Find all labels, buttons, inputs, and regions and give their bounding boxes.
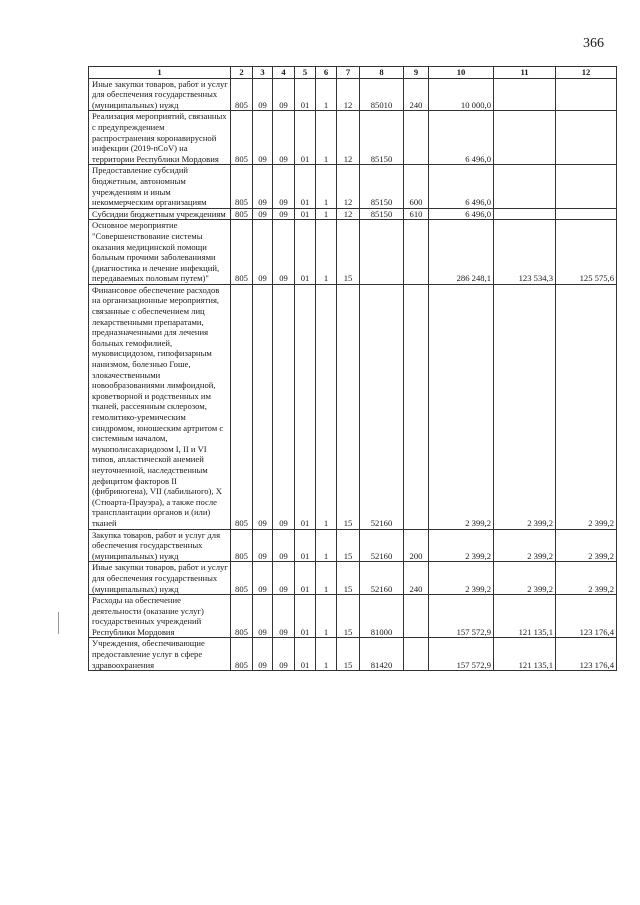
col-header-12: 12 (556, 67, 617, 79)
table-row (89, 638, 617, 671)
cell-col-5: 01 (295, 562, 316, 595)
cell-col-9: 610 (404, 208, 429, 220)
cell-col-3: 09 (253, 529, 273, 562)
cell-col-8 (360, 220, 404, 285)
cell-col-4: 09 (273, 529, 295, 562)
row-description: Основное мероприятие "Совершенствование системы оказания медицинской помощи больным прочими заболеваниями (диагностика и лечение инфекций, передаваемых половым путем)" (89, 220, 231, 285)
cell-col-12 (556, 111, 617, 165)
cell-col-10: 286 248,1 (429, 220, 494, 285)
cell-col-12: 123 176,4 (556, 638, 617, 671)
cell-col-5: 01 (295, 220, 316, 285)
cell-col-7: 15 (337, 562, 360, 595)
cell-col-12 (556, 78, 617, 111)
cell-col-8: 52160 (360, 529, 404, 562)
cell-col-5: 01 (295, 529, 316, 562)
cell-col-6: 1 (316, 165, 337, 208)
cell-col-2: 805 (231, 78, 253, 111)
cell-col-9 (404, 284, 429, 529)
cell-col-4: 09 (273, 638, 295, 671)
cell-col-7: 15 (337, 529, 360, 562)
margin-mark (58, 612, 59, 634)
cell-col-4: 09 (273, 208, 295, 220)
cell-col-11: 123 534,3 (494, 220, 556, 285)
table-row (89, 529, 617, 562)
table-row (89, 78, 617, 111)
cell-col-5: 01 (295, 284, 316, 529)
cell-col-3: 09 (253, 595, 273, 638)
cell-col-8: 85150 (360, 111, 404, 165)
cell-col-3: 09 (253, 284, 273, 529)
cell-col-2: 805 (231, 165, 253, 208)
cell-col-10: 2 399,2 (429, 562, 494, 595)
cell-col-4: 09 (273, 595, 295, 638)
cell-col-4: 09 (273, 165, 295, 208)
table-row (89, 111, 617, 165)
cell-col-7: 15 (337, 284, 360, 529)
row-description: Субсидии бюджетным учреждениям (89, 208, 231, 220)
col-header-10: 10 (429, 67, 494, 79)
cell-col-7: 12 (337, 165, 360, 208)
cell-col-2: 805 (231, 208, 253, 220)
cell-col-12 (556, 165, 617, 208)
cell-col-4: 09 (273, 111, 295, 165)
cell-col-10: 6 496,0 (429, 111, 494, 165)
table-row (89, 165, 617, 208)
header-row (89, 67, 617, 79)
cell-col-10: 157 572,9 (429, 638, 494, 671)
cell-col-9: 200 (404, 529, 429, 562)
cell-col-12: 2 399,2 (556, 284, 617, 529)
cell-col-11: 2 399,2 (494, 562, 556, 595)
col-header-5: 5 (295, 67, 316, 79)
cell-col-3: 09 (253, 165, 273, 208)
cell-col-8: 52160 (360, 284, 404, 529)
cell-col-3: 09 (253, 562, 273, 595)
cell-col-11 (494, 111, 556, 165)
cell-col-5: 01 (295, 208, 316, 220)
cell-col-11: 2 399,2 (494, 529, 556, 562)
cell-col-6: 1 (316, 284, 337, 529)
cell-col-8: 81000 (360, 595, 404, 638)
row-description: Учреждения, обеспечивающие предоставление услуг в сфере здравоохранения (89, 638, 231, 671)
row-description: Закупка товаров, работ и услуг для обеспечения государственных (муниципальных) нужд (89, 529, 231, 562)
table-body (89, 78, 617, 671)
cell-col-12: 123 176,4 (556, 595, 617, 638)
cell-col-12: 2 399,2 (556, 562, 617, 595)
cell-col-6: 1 (316, 638, 337, 671)
table-row (89, 208, 617, 220)
cell-col-2: 805 (231, 595, 253, 638)
cell-col-9 (404, 595, 429, 638)
cell-col-11: 121 135,1 (494, 638, 556, 671)
cell-col-12: 125 575,6 (556, 220, 617, 285)
budget-table (88, 66, 617, 671)
cell-col-12 (556, 208, 617, 220)
page-number: 366 (583, 36, 604, 51)
cell-col-2: 805 (231, 220, 253, 285)
cell-col-2: 805 (231, 529, 253, 562)
cell-col-6: 1 (316, 562, 337, 595)
cell-col-8: 85010 (360, 78, 404, 111)
cell-col-11 (494, 208, 556, 220)
cell-col-3: 09 (253, 78, 273, 111)
cell-col-9 (404, 220, 429, 285)
cell-col-3: 09 (253, 208, 273, 220)
cell-col-8: 81420 (360, 638, 404, 671)
cell-col-10: 2 399,2 (429, 284, 494, 529)
cell-col-10: 6 496,0 (429, 165, 494, 208)
cell-col-8: 85150 (360, 165, 404, 208)
cell-col-2: 805 (231, 111, 253, 165)
cell-col-6: 1 (316, 111, 337, 165)
cell-col-5: 01 (295, 638, 316, 671)
cell-col-10: 6 496,0 (429, 208, 494, 220)
cell-col-8: 85150 (360, 208, 404, 220)
cell-col-9: 240 (404, 78, 429, 111)
table-row (89, 284, 617, 529)
cell-col-2: 805 (231, 562, 253, 595)
row-description: Реализация мероприятий, связанных с предупреждением распространения коронавирусной инфекции (2019-nCoV) на территории Республики Мордовия (89, 111, 231, 165)
cell-col-5: 01 (295, 165, 316, 208)
col-header-9: 9 (404, 67, 429, 79)
cell-col-6: 1 (316, 220, 337, 285)
cell-col-5: 01 (295, 595, 316, 638)
cell-col-10: 10 000,0 (429, 78, 494, 111)
cell-col-11: 121 135,1 (494, 595, 556, 638)
cell-col-5: 01 (295, 111, 316, 165)
cell-col-7: 12 (337, 111, 360, 165)
col-header-4: 4 (273, 67, 295, 79)
cell-col-11 (494, 165, 556, 208)
cell-col-2: 805 (231, 284, 253, 529)
cell-col-2: 805 (231, 638, 253, 671)
table-row (89, 562, 617, 595)
col-header-8: 8 (360, 67, 404, 79)
cell-col-9 (404, 111, 429, 165)
cell-col-11 (494, 78, 556, 111)
cell-col-8: 52160 (360, 562, 404, 595)
table-row (89, 220, 617, 285)
cell-col-9 (404, 638, 429, 671)
col-header-11: 11 (494, 67, 556, 79)
cell-col-3: 09 (253, 220, 273, 285)
cell-col-3: 09 (253, 111, 273, 165)
cell-col-10: 2 399,2 (429, 529, 494, 562)
row-description: Расходы на обеспечение деятельности (оказание услуг) государственных учреждений Республики Мордовия (89, 595, 231, 638)
cell-col-7: 15 (337, 638, 360, 671)
cell-col-5: 01 (295, 78, 316, 111)
col-header-2: 2 (231, 67, 253, 79)
col-header-3: 3 (253, 67, 273, 79)
cell-col-11: 2 399,2 (494, 284, 556, 529)
cell-col-7: 12 (337, 208, 360, 220)
row-description: Финансовое обеспечение расходов на организационные мероприятия, связанные с обеспечением лиц лекарственными препаратами, предназначенными для лечения больных гемофилией, муковисцидозом, гипофизарным нанизмом, болезнью Гоше, злокачественными новообразованиями лимфоидной, кроветворной и родственных им тканей, рассеянным склерозом, гемолитико-уремическим синдромом, юношеским артритом с системным началом, мукополисахаридозом I, II и VI типов, апластической анемией неуточненной, наследственным дефицитом факторов II (фибриногена), VII (лабильного), X (Стюарта-Прауэра), а также после трансплантации органов и (или) тканей (89, 284, 231, 529)
row-description: Иные закупки товаров, работ и услуг для обеспечения государственных (муниципальных) нужд (89, 562, 231, 595)
cell-col-4: 09 (273, 284, 295, 529)
cell-col-10: 157 572,9 (429, 595, 494, 638)
cell-col-4: 09 (273, 220, 295, 285)
cell-col-12: 2 399,2 (556, 529, 617, 562)
cell-col-7: 15 (337, 595, 360, 638)
cell-col-9: 240 (404, 562, 429, 595)
cell-col-6: 1 (316, 208, 337, 220)
cell-col-7: 12 (337, 78, 360, 111)
cell-col-4: 09 (273, 562, 295, 595)
col-header-6: 6 (316, 67, 337, 79)
col-header-7: 7 (337, 67, 360, 79)
cell-col-7: 15 (337, 220, 360, 285)
row-description: Иные закупки товаров, работ и услуг для обеспечения государственных (муниципальных) нужд (89, 78, 231, 111)
row-description: Предоставление субсидий бюджетным, автономным учреждениям и иным некоммерческим организациям (89, 165, 231, 208)
cell-col-3: 09 (253, 638, 273, 671)
cell-col-9: 600 (404, 165, 429, 208)
cell-col-4: 09 (273, 78, 295, 111)
cell-col-6: 1 (316, 529, 337, 562)
col-header-1: 1 (89, 67, 231, 79)
table-row (89, 595, 617, 638)
cell-col-6: 1 (316, 78, 337, 111)
cell-col-6: 1 (316, 595, 337, 638)
